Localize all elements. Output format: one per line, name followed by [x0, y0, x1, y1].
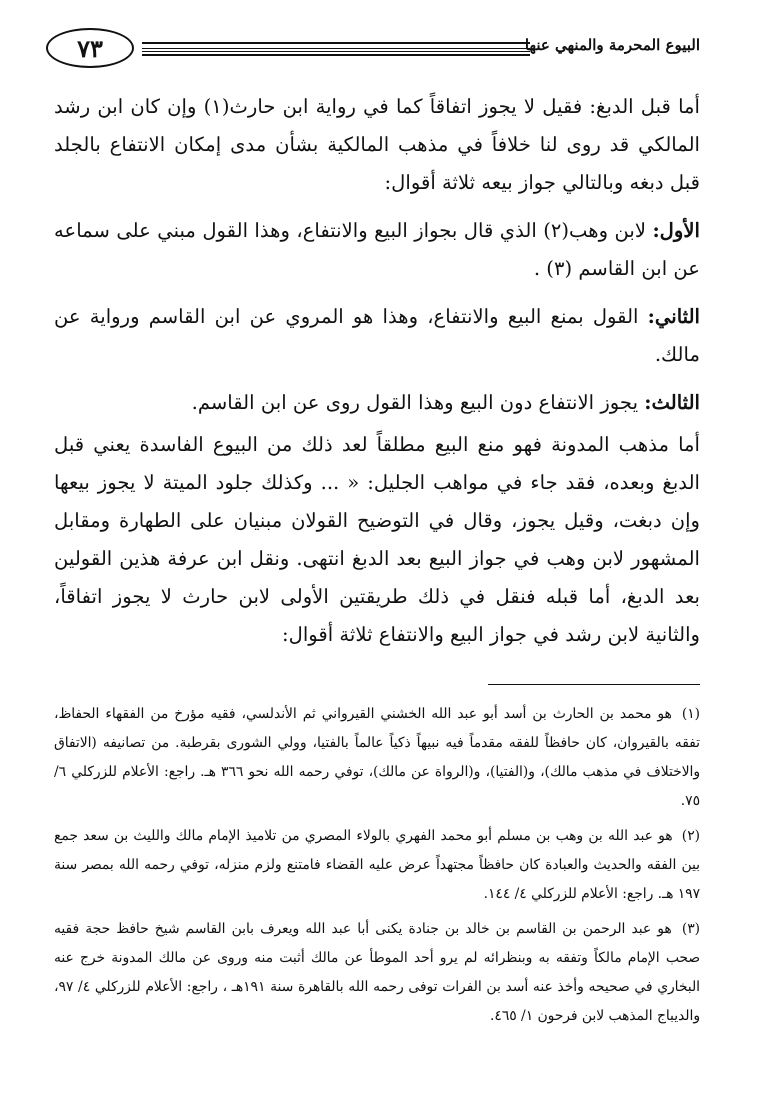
footnote-number: (٢) — [681, 828, 700, 844]
paragraph-2-lead: الأول: — [652, 219, 700, 242]
page-number-badge — [46, 28, 134, 68]
footnote-2 — [54, 822, 700, 909]
paragraph-4-lead: الثالث: — [644, 391, 700, 414]
footnote-text: هو عبد الرحمن بن القاسم بن خالد بن جنادة يكنى أبا عبد الله ويعرف بابن القاسم شيخ حافظ حجة فقيه صحب الإمام مالكاً وتفقه به وبنظرائه لم يرو أحد الموطأ عن مالك أثبت منه وروى عن مالك المدونة خرج عنه البخاري في صحيحه وأخذ عنه أسد بن الفرات توفى رحمه الله بالقاهرة سنة ١٩١هـ ، راجع: الأعلام للزركلي ٤/ ٩٧، والديباج المذهب لابن فرحون ١/ ٤٦٥. — [54, 921, 700, 1024]
paragraph-1: أما قبل الدبغ: فقيل لا يجوز اتفاقاً كما في رواية ابن حارث(١) وإن كان ابن رشد المالكي قد روى لنا خلافاً في مذهب المالكية بشأن مدى إمكان الانتفاع بالجلد قبل دبغه وبالتالي جواز بيعه ثلاثة أقوال: — [54, 95, 700, 194]
paragraph-2-text: لابن وهب(٢) الذي قال بجواز البيع والانتفاع، وهذا القول مبني على سماعه عن ابن القاسم (٣) . — [54, 219, 700, 280]
running-title: البيوع المحرمة والمنهي عنها — [524, 36, 700, 54]
paragraph-3-text: القول بمنع البيع والانتفاع، وهذا هو المروي عن ابن القاسم ورواية عن مالك. — [54, 305, 700, 366]
paragraph-4-text: يجوز الانتفاع دون البيع وهذا القول روى عن ابن القاسم. — [191, 391, 645, 414]
footnote-number: (١) — [681, 706, 701, 722]
footnote-number: (٣) — [681, 921, 701, 937]
paragraph-4 — [54, 384, 700, 422]
footnote-1 — [54, 700, 700, 816]
paragraph-3 — [54, 298, 700, 374]
footnote-separator — [488, 684, 700, 685]
page-header — [46, 26, 700, 70]
footnotes — [54, 700, 700, 1037]
footnote-3 — [54, 915, 700, 1031]
paragraph-5: أما مذهب المدونة فهو منع البيع مطلقاً لعد ذلك من البيوع الفاسدة يعني قبل الدبغ وبعده، فقد جاء في مواهب الجليل: « ... وكذلك جلود الميتة لا يجوز بيعها وإن دبغت، وقيل يجوز، وقال في التوضيح القولان مبنيان على الطهارة ومقابل المشهور لابن وهب في جواز البيع بعد الدبغ انتهى. ونقل ابن عرفة هذين القولين بعد الدبغ، أما قبله فنقل في ذلك طريقتين الأولى لابن حارث لا يجوز اتفاقاً، والثانية لابن رشد في جواز البيع والانتفاع ثلاثة أقوال: — [54, 433, 700, 646]
main-text — [54, 88, 700, 664]
header-rule-top — [142, 42, 530, 49]
footnote-text: هو عبد الله بن وهب بن مسلم أبو محمد الفهري بالولاء المصري من تلاميذ الإمام مالك والليث بن سعد جمع بين الفقه والحديث والعبادة كان حافظاً مجتهداً عرض عليه القضاء فامتنع ولزم منزله، توفي رحمه الله بمصر سنة ١٩٧ هـ. راجع: الأعلام للزركلي ٤/ ١٤٤. — [54, 828, 700, 902]
footnote-text: هو محمد بن الحارث بن أسد أبو عبد الله الخشني القيرواني ثم الأندلسي، فقيه مؤرخ من الفقهاء الحفاظ، تفقه بالقيروان، كان حافظاً للفقه مقدماً فيه نبيهاً ذكياً عالماً بالفتيا، وولي الشورى بقرطبة. من تصانيفه (الاتفاق والاختلاف في مذهب مالك)، و(الفتيا)، و(الرواة عن مالك)، توفي رحمه الله نحو ٣٦٦ هـ. راجع: الأعلام للزركلي ٦/ ٧٥. — [54, 706, 701, 809]
paragraph-3-lead: الثاني: — [647, 305, 700, 328]
paragraph-2 — [54, 212, 700, 288]
page-number: ٧٣ — [77, 33, 103, 63]
header-rule-bottom — [142, 51, 530, 56]
